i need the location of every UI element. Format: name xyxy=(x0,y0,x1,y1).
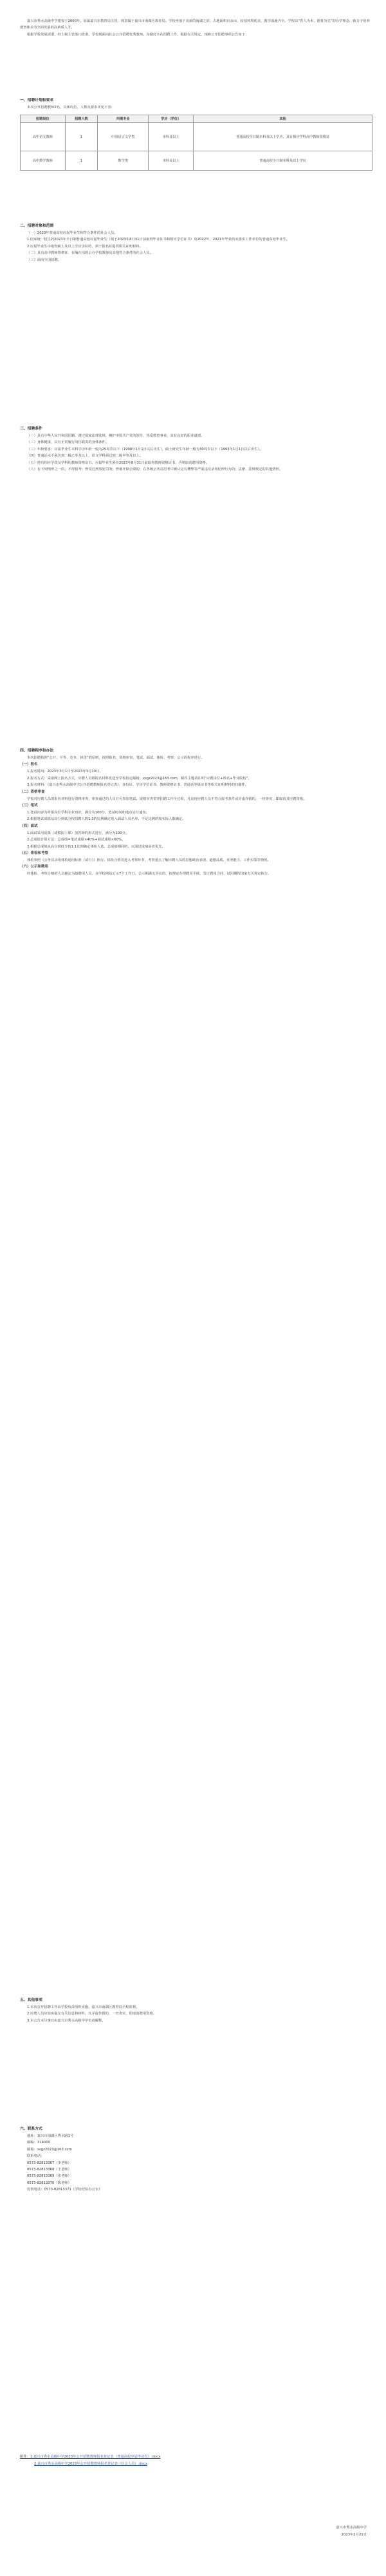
table-cell: 中国语言文学类 xyxy=(98,123,149,151)
contact-address: 地址：嘉兴市南湖区秀水路1号 xyxy=(27,2134,74,2138)
section-other-matters xyxy=(20,1996,372,2024)
table-row xyxy=(21,123,372,151)
section-heading: 五、其他事项 xyxy=(20,1998,42,2002)
table-cell: 高中语文教师 xyxy=(21,123,66,151)
table-cell: 1 xyxy=(65,151,98,171)
table-cell: 普通高校全日制本科及以上学历，具有相应学科高中教师资格证 xyxy=(194,123,372,151)
attachments-label: 附件： xyxy=(20,2455,30,2459)
section-paragraph: （二）身体健康，具有正常履行岗位职责的身体条件。 xyxy=(27,440,109,445)
contact-section xyxy=(20,2125,372,2193)
table-row xyxy=(21,151,372,171)
section-paragraph: （三）年龄要求：应届毕业生本科学历年龄一般为25周岁以下（1998年1月1日以后出生），硕士研究生年龄一般为30周岁以下（1993年1月1日以后出生）。 xyxy=(27,447,263,451)
signature-org: 嘉兴市秀水高级中学 xyxy=(336,2526,367,2530)
column-header: 其他 xyxy=(194,115,372,123)
section-paragraph: 2.根据笔试成绩从高分到低分按招聘人数1:3的比例确定进入面试人员名单，不足比例的按实际人数确定。 xyxy=(27,817,186,822)
section-paragraph: 学校对应聘人员的报名材料进行资格审查，审查通过的人员方可参加笔试。资格审查贯穿招聘工作全过程，凡发现应聘人员不符合报考条件或弄虚作假的，一经查实，即取消其应聘资格。 xyxy=(27,797,307,801)
section-recruitment-procedure xyxy=(20,747,372,878)
attachment-name: 1.嘉兴市秀水高级中学2023年公开招聘教师报名登记表（普通高校应届毕业生）.docx xyxy=(30,2455,161,2459)
section-recruitment-conditions xyxy=(20,425,372,473)
section-paragraph: 经体检、考察合格的人员确定为拟聘用人员，在学校网站公示7个工作日。公示期满无异议的，按规定办理聘用手续，签订聘用合同，试用期按国家有关规定执行。 xyxy=(27,872,271,876)
section-recruitment-scope xyxy=(20,222,372,263)
section-paragraph: 2.应聘人员应如实提交有关信息和材料，凡弄虚作假的，一经查实，即取消聘用资格。 xyxy=(27,2012,157,2016)
contact-phone: 0573-82813368（王老师） xyxy=(27,2168,71,2172)
contact-postcode: 邮编：314000 xyxy=(27,2141,51,2145)
section-heading: 四、招聘程序和办法 xyxy=(20,749,54,753)
section-paragraph: 1.笔试内容为所报岗位学科专业知识，满分为100分。笔试时间和地点另行通知。 xyxy=(27,811,149,815)
section-paragraph: 2.应届毕业生中取得硕士及以上学历学位的，须于报名时提供相关证明材料。 xyxy=(27,244,143,249)
section-paragraph: 3.报名材料：《嘉兴市秀水高级中学公开招聘教师报名登记表》、身份证、学历学位证书、教师资格证书、普通话等级证书等相关证明材料的扫描件。 xyxy=(27,783,249,788)
table-cell: 1 xyxy=(65,123,98,151)
contact-phone-label: 联系电话： xyxy=(27,2154,44,2159)
table-header-row xyxy=(21,115,372,123)
positions-table xyxy=(20,115,372,171)
table-cell: 本科及以上 xyxy=(149,123,194,151)
table-cell: 数学类 xyxy=(98,151,149,171)
signature-block xyxy=(238,2524,367,2539)
signature-date: 2023年2月21日 xyxy=(341,2533,367,2537)
attachments-section xyxy=(20,2454,372,2468)
section-paragraph: （四）普通话水平须达到二级乙等及以上，语文学科须达到二级甲等及以上。 xyxy=(27,454,143,459)
attachment-link[interactable]: 2.嘉兴市秀水高级中学2023年公开招聘教师报名登记表（社会人员）.docx xyxy=(34,2462,147,2466)
intro-paragraph: 根据学校发展需要，经上级主管部门批准，学校现面向社会公开招聘优秀教师。为做好本次招聘工作，根据有关规定，现将公开招聘事项公告如下： xyxy=(27,32,249,37)
section-paragraph: 3.根据总成绩从高分到低分按1:1比例确定体检人选。总成绩相同的，以面试成绩高者优先。 xyxy=(27,844,165,849)
section-paragraph: （五）持有相应学段及学科的教师资格证书。应届毕业生须在2023年8月31日前取得教师资格证书，否则取消聘用资格。 xyxy=(27,460,210,465)
column-header: 学历（学位） xyxy=(149,115,194,123)
column-header: 招聘人数 xyxy=(65,115,98,123)
section-heading: 二、招聘对象和范围 xyxy=(20,224,54,228)
table-cell: 本科及以上 xyxy=(149,151,194,171)
section-paragraph: 1.报名时间：2023年3月1日至2023年3月10日。 xyxy=(27,770,103,774)
subsection-heading: （三）笔试 xyxy=(20,804,38,808)
section-paragraph: 1.本次公开招聘工作由学校负责组织实施，嘉兴市南湖区教育局全程监督。 xyxy=(27,2005,140,2009)
subsection-heading: （二）资格审查 xyxy=(20,790,45,794)
section-paragraph: （一）2023年普通高校应届毕业生和符合条件的社会人员。 xyxy=(27,231,118,235)
section-paragraph: 1.国家统一招生的2023年全日制普通高校应届毕业生（须于2023年8月31日前取得毕业证书和相应学位证书）及2022年、2021年毕业尚未落实工作单位的普通高校毕业生。 xyxy=(27,238,290,242)
intro-section xyxy=(20,18,372,38)
supervision-phone: 监督电话：0573-82813371（学校纪检办公室） xyxy=(27,2188,102,2192)
section-heading: 六、联系方式 xyxy=(20,2127,42,2131)
section-paragraph: （六）有下列情形之一的，不得报考：曾受过刑事处罚的；曾被开除公职的；在各级公务员招考中被认定有舞弊等严重违反录用纪律行为的；法律、法规规定的其他情形。 xyxy=(27,468,283,472)
contact-email: 邮箱：xsgz2023@163.com xyxy=(27,2147,72,2152)
section-paragraph: 2.报名方式：采取网上报名方式，应聘人员将报名材料发送至学校指定邮箱：xsgz2023@163.com，邮件主题请注明“应聘岗位+姓名+毕业院校”。 xyxy=(27,776,252,781)
attachment-link[interactable] xyxy=(20,2454,372,2461)
column-header: 所需专业 xyxy=(98,115,149,123)
contact-phone: 0573-82813367（李老师） xyxy=(27,2161,71,2165)
contact-phone: 0573-82813370（陈老师） xyxy=(27,2181,71,2185)
subsection-heading: （五）体检和考察 xyxy=(20,851,49,856)
subsection-heading: （一）报名 xyxy=(20,762,38,767)
section-paragraph: 2.总成绩计算方法：总成绩=笔试成绩×40%+面试成绩×60%。 xyxy=(27,838,125,842)
section-recruitment-plan xyxy=(20,97,372,171)
section-heading: 三、招聘条件 xyxy=(20,427,42,431)
section-paragraph: （一）具有中华人民共和国国籍，遵守国家法律法规，拥护中国共产党的领导，热爱教育事业，具有良好的职业道德。 xyxy=(27,434,205,438)
section-paragraph: 体检参照《公务员录用体检通用标准（试行）》执行。体检合格者进入考察环节，考察重点了解应聘人员的思想政治表现、道德品质、业务能力、工作实绩等情况。 xyxy=(27,858,271,863)
table-cell: 高中数学教师 xyxy=(21,151,66,171)
subsection-heading: （六）公示和聘用 xyxy=(20,865,49,869)
column-header: 招聘岗位 xyxy=(21,115,66,123)
section-heading: 一、招聘计划和要求 xyxy=(20,99,54,102)
section-paragraph: 3.本公告未尽事宜由嘉兴市秀水高级中学负责解释。 xyxy=(27,2018,106,2023)
section-description: 本次公开招聘教师2名，具体岗位、人数及要求详见下表： xyxy=(27,106,115,109)
section-paragraph: （三）面向全国招聘。 xyxy=(27,258,61,262)
subsection-heading: （四）面试 xyxy=(20,824,38,828)
table-cell: 普通高校全日制本科及以上学历 xyxy=(194,151,372,171)
section-paragraph: （二）具有高中教师资格证、在编在岗的公办学校教师及其他符合条件的社会人员。 xyxy=(27,251,153,256)
contact-phone: 0573-82813369（张老师） xyxy=(27,2174,71,2179)
section-description: 本次招聘按照“公开、平等、竞争、择优”的原则，按照报名、资格审查、笔试、面试、体检、考察、公示的程序进行。 xyxy=(27,756,205,760)
section-paragraph: 1.面试采用说课（或模拟上课）加答辩的形式进行，满分为100分。 xyxy=(27,831,129,835)
intro-paragraph: 嘉兴市秀水高级中学建校于2000年，原属嘉兴市教育局主管，现隶属于嘉兴市南湖区教育局。学校坐落于美丽的南湖之滨，占地面积百余亩，校园环境优美，教学设施齐全。学校以“育人为本、德育为先”的办学理念，致力于培养德智体美劳全面发展的高素质人才。 xyxy=(20,19,370,30)
